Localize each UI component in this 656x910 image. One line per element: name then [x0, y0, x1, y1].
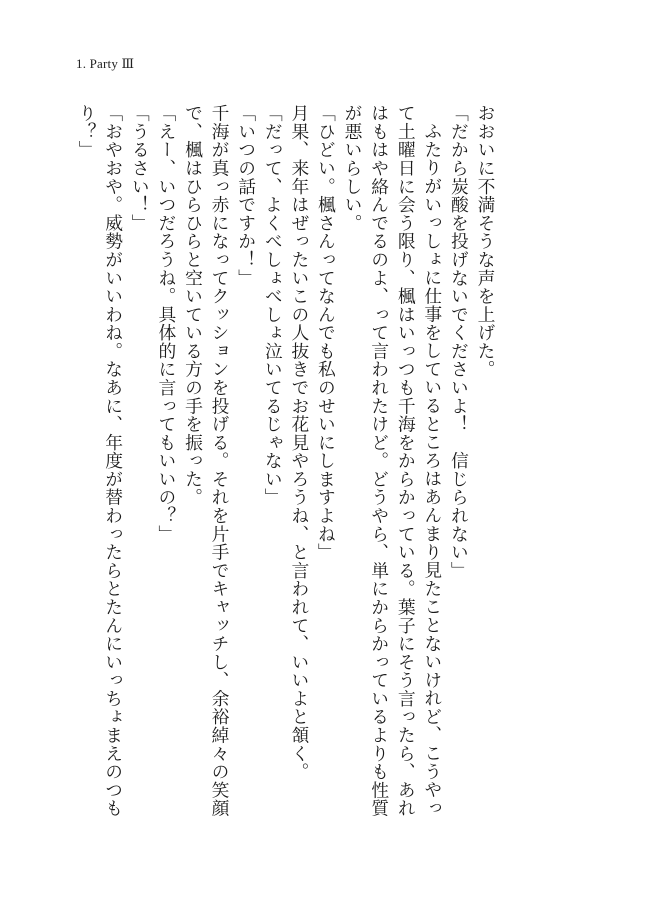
- paragraph: 「おやおや。威勢がいいわね。なあに、年度が替わったらとたんにいっちょまえのつもり？」: [76, 104, 124, 818]
- paragraph: 月果、来年はぜったいこの人抜きでお花見やろうね、と言われて、いいよと頷く。: [288, 104, 310, 781]
- paragraph: 「ひどい。楓さんってなんでも私のせいにしますよね」: [315, 104, 337, 562]
- paragraph: 「だって、よくべしょべしょ泣いてるじゃない」: [262, 104, 284, 507]
- paragraph: おおいに不満そうな声を上げた。: [475, 104, 496, 379]
- paragraph: 「だから炭酸を投げないでくださいよ！ 信じられない」: [448, 104, 470, 580]
- paragraph: 「いつの話ですか！」: [235, 104, 257, 287]
- paragraph: ふたりがいっしょに仕事をしているところはあんまり見たことないけれど、こうやって土曜日に会う限り、楓はいっつも千海をからかっている。葉子にそう言ったら、あれはもはや絡んでるのよ、って言われたけど。どうやら、単にからかっているよりも性質が悪いらしい。: [342, 104, 443, 818]
- paragraph: 千海が真っ赤になってクッションを投げる。それを片手でキャッチし、余裕綽々の笑顔で、楓はひらひらと空いている方の手を振った。: [182, 104, 231, 818]
- running-header: 1. Party Ⅲ: [76, 56, 135, 71]
- vertical-text-body: [68, 104, 498, 824]
- paragraph: 「うるさい！」: [129, 104, 151, 233]
- paragraph: 「えー、いつだろうね。具体的に言ってもいいの？」: [155, 104, 177, 543]
